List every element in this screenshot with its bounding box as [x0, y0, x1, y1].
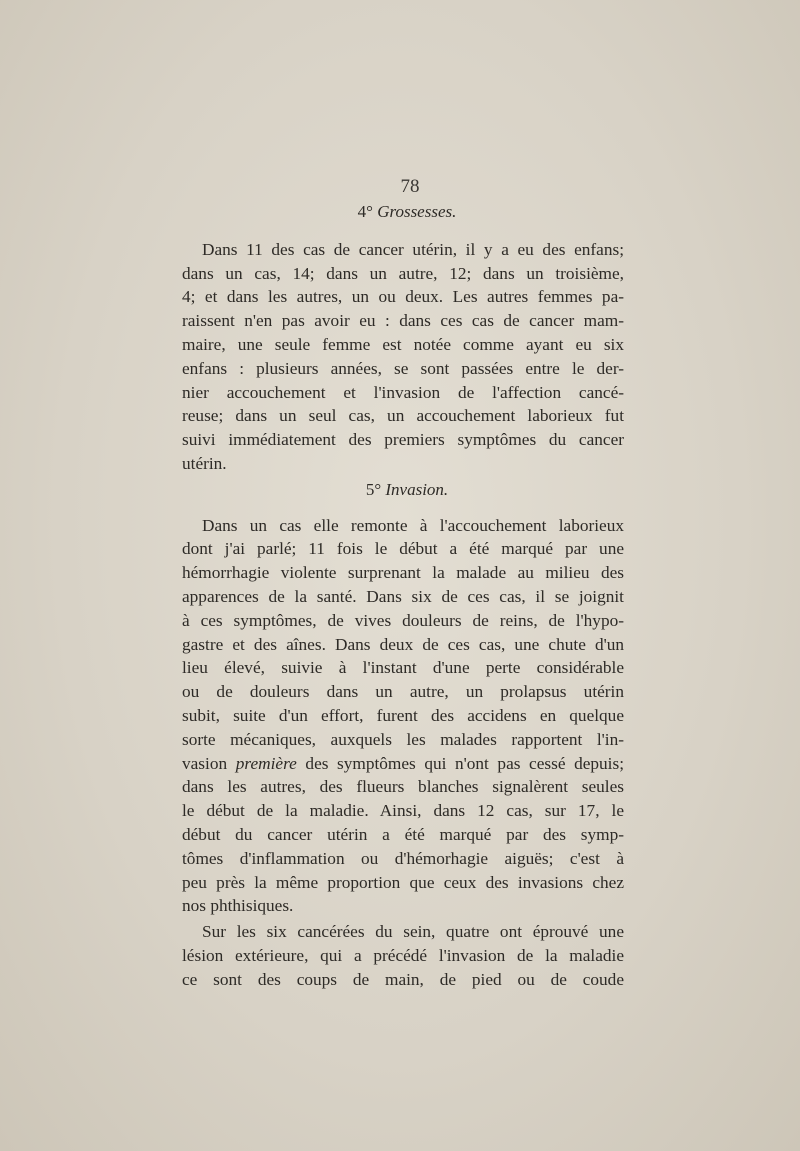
text-line: lieu élevé, suivie à l'instant d'une perte considérable — [182, 658, 624, 678]
text-line: lésion extérieure, qui a précédé l'invasion de la maladie — [182, 945, 624, 965]
section-heading-grossesses — [182, 200, 624, 224]
text-line: nier accouchement et l'invasion de l'affection cancé- — [182, 382, 624, 402]
section-title: Invasion. — [385, 479, 449, 499]
text-line: suivi immédiatement des premiers symptômes du cancer — [182, 430, 624, 450]
text-line: utérin. — [182, 453, 227, 473]
text-line: Sur les six cancérées du sein, quatre ont éprouvé une — [202, 922, 624, 942]
text-line: gastre et des aînes. Dans deux de ces cas, une chute d'un — [182, 634, 624, 654]
text-line: maire, une seule femme est notée comme ayant eu six — [182, 334, 624, 354]
text-line: apparences de la santé. Dans six de ces cas, il se joignit — [182, 586, 624, 606]
text-line: ou de douleurs dans un autre, un prolapsus utérin — [182, 682, 624, 702]
text-line: hémorrhagie violente surprenant la malade au milieu des — [182, 563, 624, 583]
text-line: peu près la même proportion que ceux des invasions chez — [182, 872, 624, 892]
paragraph-invasion — [182, 514, 624, 919]
emphasized-word: première — [235, 753, 297, 773]
section-title: Grossesses. — [377, 202, 457, 221]
text-line: à ces symptômes, de vives douleurs de reins, de l'hypo- — [182, 610, 624, 630]
text-line: dont j'ai parlé; 11 fois le début a été marqué par une — [182, 539, 624, 559]
page-text — [182, 200, 624, 992]
paragraph-cancer-sein — [182, 920, 624, 991]
text-line: dans les autres, des flueurs blanches signalèrent seules — [182, 777, 624, 797]
text-line: tômes d'inflammation ou d'hémorhagie aiguës; c'est à — [182, 848, 624, 868]
text-line: enfans : plusieurs années, se sont passées entre le der- — [182, 358, 624, 378]
section-number: 4° — [357, 202, 373, 221]
text-fragment: des symptômes qui n'ont pas cessé depuis; — [305, 753, 625, 773]
text-line: subit, suite d'un effort, furent des accidens en quelque — [182, 705, 624, 725]
text-line: Dans un cas elle remonte à l'accouchement laborieux — [202, 515, 624, 535]
text-line — [182, 752, 624, 776]
paragraph-grossesses — [182, 238, 624, 476]
text-fragment: vasion — [182, 753, 228, 773]
text-line: Dans 11 des cas de cancer utérin, il y a eu des enfans; — [202, 239, 624, 259]
page-number: 78 — [400, 176, 420, 197]
text-line: ce sont des coups de main, de pied ou de coude — [182, 969, 624, 989]
text-line: 4; et dans les autres, un ou deux. Les autres femmes pa- — [182, 287, 624, 307]
text-line: reuse; dans un seul cas, un accouchement laborieux fut — [182, 406, 624, 426]
text-line: le début de la maladie. Ainsi, dans 12 cas, sur 17, le — [182, 801, 624, 821]
text-line: sorte mécaniques, auxquels les malades rapportent l'in- — [182, 729, 624, 749]
text-line: nos phthisiques. — [182, 896, 294, 916]
text-line: raissent n'en pas avoir eu : dans ces cas de cancer mam- — [182, 311, 624, 331]
section-heading-invasion — [182, 478, 624, 502]
text-line: début du cancer utérin a été marqué par des symp- — [182, 824, 624, 844]
text-line: dans un cas, 14; dans un autre, 12; dans un troisième, — [182, 263, 624, 283]
section-number: 5° — [365, 479, 382, 499]
